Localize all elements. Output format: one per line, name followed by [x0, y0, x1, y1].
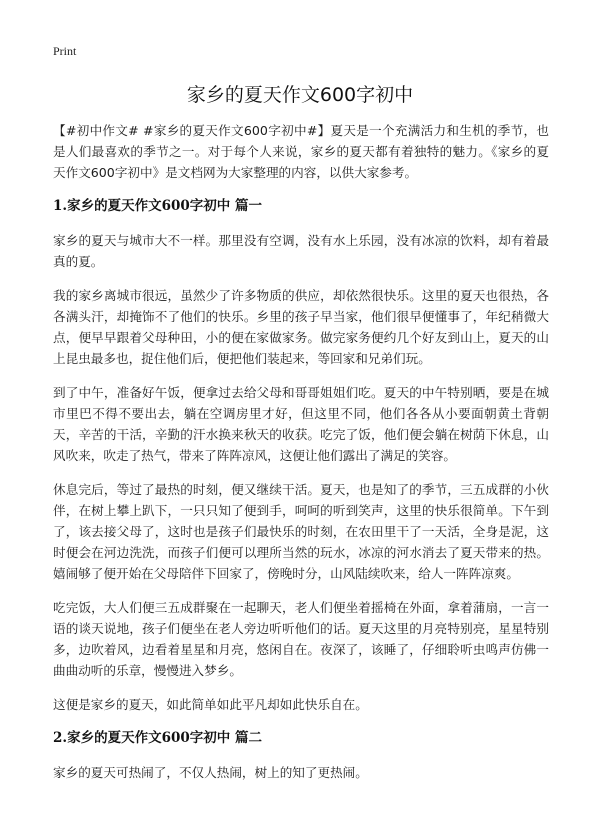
page-title: 家乡的夏天作文600字初中	[186, 84, 414, 106]
intro-paragraph: 【#初中作文# #家乡的夏天作文600字初中#】夏天是一个充满活力和生机的季节，也是人们最喜欢的季节之一。对于每个人来说，家乡的夏天都有着独特的魅力。《家乡的夏天作文600字初中》是文档网为大家整理的内容，以供大家参考。	[53, 123, 549, 180]
paragraph: 到了中午，准备好午饭，便拿过去给父母和哥哥姐姐们吃。夏天的中午特别晒，要是在城市里巴不得不要出去，躺在空调房里才好，但这里不同，他们各各从小要面朝黄土背朝天，辛苦的干活，辛勤的汗水换来秋天的收获。吃完了饭，他们便会躺在树荫下休息，山风吹来，吹走了热气，带来了阵阵凉风，这便让他们露出了满足的笑容。	[53, 385, 549, 463]
paragraph: 家乡的夏天与城市大不一样。那里没有空调，没有水上乐园，没有冰凉的饮料，却有着最真的夏。	[53, 233, 549, 269]
section-heading-2: 2.家乡的夏天作文600字初中 篇二	[53, 730, 262, 746]
paragraph: 休息完后，等过了最热的时刻，便又继续干活。夏天，也是知了的季节，三五成群的小伙伴，在树上攀上趴下，一只只知了便到手，呵呵的听到笑声，这里的快乐很简单。下午到了，该去接父母了，这时也是孩子们最快乐的时刻，在农田里干了一天活，全身是泥，这时便会在河边洗洗，而孩子们便可以理所当然的玩水，冰凉的河水消去了夏天带来的热。嬉闹够了便开始在父母陪伴下回家了，傍晚时分，山风陆续吹来，给人一阵阵凉爽。	[53, 482, 549, 581]
paragraph: 我的家乡离城市很远，虽然少了许多物质的供应，却依然很快乐。这里的夏天也很热，各各满头汗，却掩饰不了他们的快乐。乡里的孩子早当家，他们很早便懂事了，年纪稍微大点，便早早跟着父母种田，小的便在家做家务。做完家务便约几个好友到山上，夏天的山上昆虫最多也，捉住他们后，便把他们装起来，等回家和兄弟们玩。	[53, 288, 549, 366]
article-body	[53, 120, 549, 796]
section-heading-1: 1.家乡的夏天作文600字初中 篇一	[53, 198, 262, 214]
paragraph: 家乡的夏天可热闹了，不仅人热闹，树上的知了更热闹。	[53, 765, 368, 780]
paragraph: 这便是家乡的夏天，如此简单如此平凡却如此快乐自在。	[53, 697, 368, 712]
print-link[interactable]: Print	[53, 44, 77, 58]
paragraph: 吃完饭，大人们便三五成群聚在一起聊天，老人们便坐着摇椅在外面，拿着蒲扇，一言一语的谈天说地，孩子们便坐在老人旁边听听他们的话。夏天这里的月亮特别亮，星星特别多，边吹着风，边看着星星和月亮，悠闲自在。夜深了，该睡了，仔细聆听虫鸣声仿佛一曲曲动听的乐章，慢慢进入梦乡。	[53, 600, 549, 678]
